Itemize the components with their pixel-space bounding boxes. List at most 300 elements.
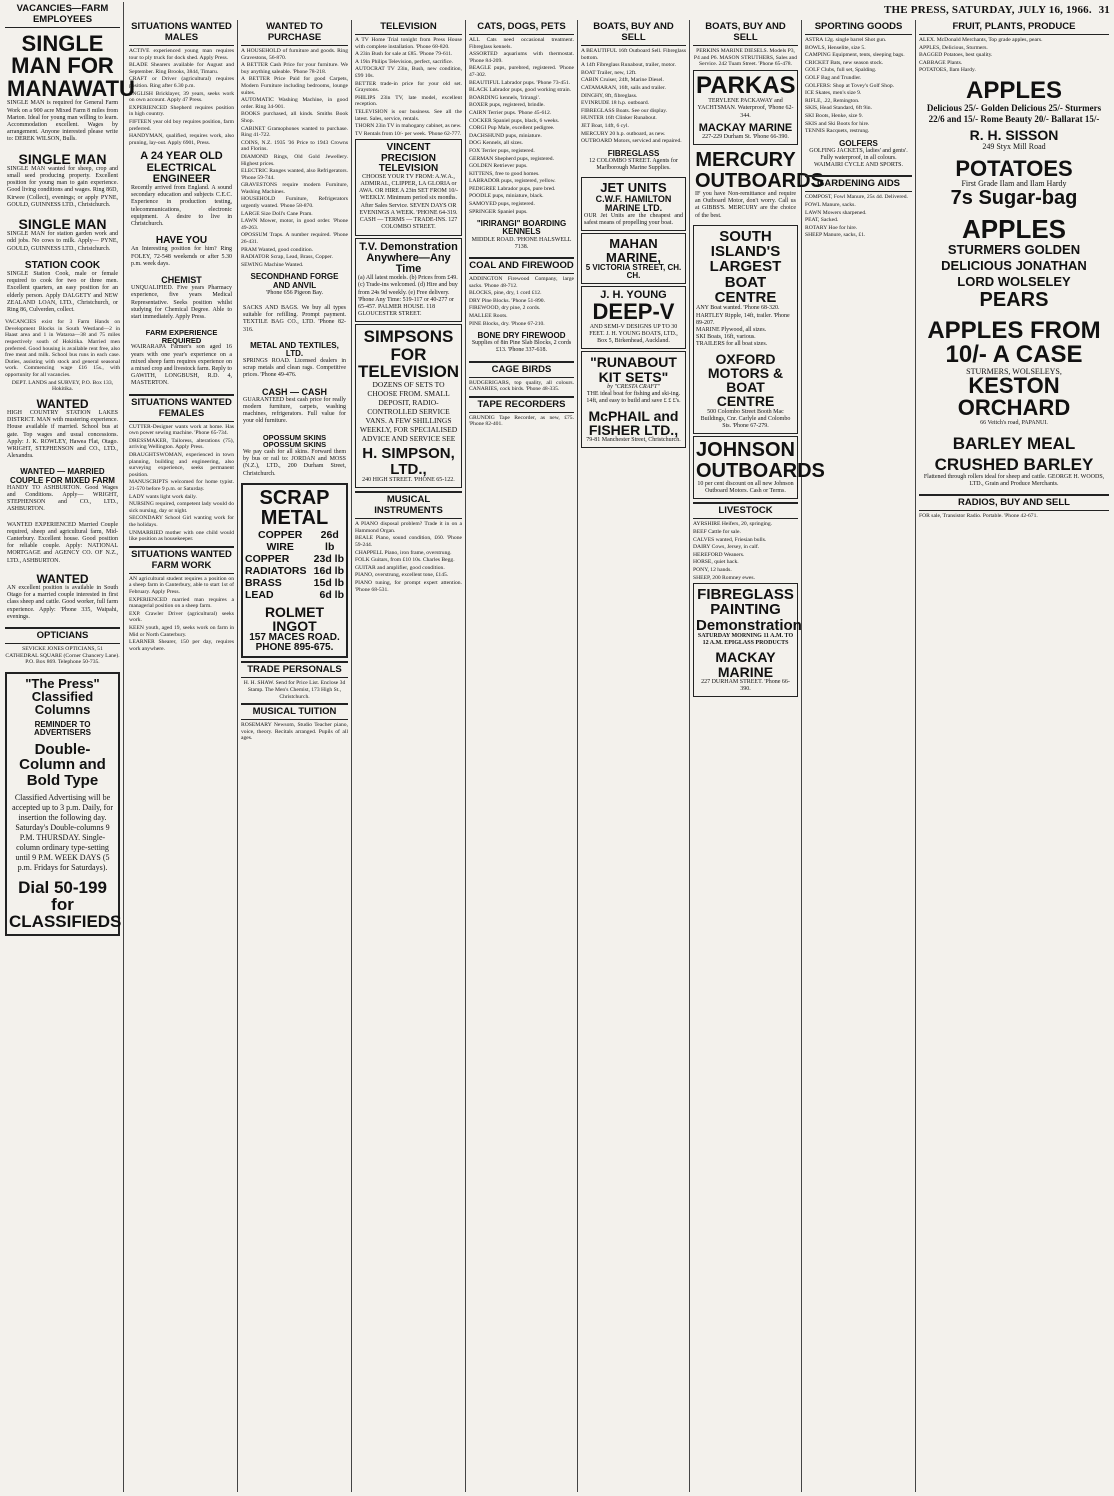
classified-ad: UNMARRIED mother with one child would like position as housekeeper. <box>129 529 234 543</box>
classified-reminder-box <box>5 672 120 936</box>
classified-ad: A BEAUTIFUL 16ft Outboard Sell. Fibreglass bottom. <box>581 48 686 61</box>
classified-ad: TELEVISION is our business. See all the latest. Sales, service, rentals. <box>355 108 462 122</box>
ad-box <box>129 233 234 271</box>
classified-ad: CABIN Cruiser, 24ft, Marine Diesel. <box>581 77 664 84</box>
classified-ad: ROTARY Hoe for hire. <box>805 224 858 231</box>
ad-text: 'Phone 656 Pigeon Bay. <box>265 289 324 296</box>
ad-title: APPLES FROM 10/- A CASE <box>927 316 1101 369</box>
company-phone: PHONE 895-675. <box>255 642 334 654</box>
metal-price: 26d lb <box>320 528 339 553</box>
company-name: OXFORD MOTORS & BOAT CENTRE <box>707 350 784 410</box>
ad-text: SINGLE Station Cook, male or female required to cook for two or three men. Excellent quarters, an easy position for an elderly person. Apply DALGETY and NEW ZEALAND LOAN, LTD., Christchurch, or Ring 86, Culverden, collect. <box>7 271 118 314</box>
company-address: 249 Styx Mill Road <box>982 141 1046 151</box>
ad-title: SIMPSONS FOR TELEVISION <box>358 327 460 382</box>
section-header: TRADE PERSONALS <box>241 661 348 678</box>
ad-box <box>5 149 120 212</box>
classified-ad: EXPERIENCED Shepherd requires position in high country. <box>129 104 234 118</box>
metal-name: RADIATORS <box>245 564 307 577</box>
ad-text: WANTED EXPERIENCED Married Couple required, sheep and agricultural farm, Mid-Canterbury. Excellent house. Good position for reliable couple. Apply: NATIONAL MORTGAGE and AGENCY CO. OF N.Z., LTD., ASHBURTON. <box>7 521 118 564</box>
ad-heading: 7s Sugar-bag <box>950 186 1078 209</box>
classified-ad: DEPT. LANDS and SURVEY, P.O. Box 133, Hokitika. <box>11 379 114 393</box>
ad-title: SINGLE MAN <box>18 150 107 167</box>
company-name: R. H. SISSON <box>969 127 1059 144</box>
ad-box <box>693 436 825 499</box>
column-situations-wanted <box>126 20 238 1492</box>
ad-box <box>919 213 1109 314</box>
company-name: C.W.F. HAMILTON MARINE LTD. <box>595 193 672 213</box>
column-wanted-to-purchase <box>238 20 352 1492</box>
section-header: CATS, DOGS, PETS <box>469 20 574 35</box>
section-header: FRUIT, PLANTS, PRODUCE <box>919 20 1109 35</box>
classified-ad: BEALE Piano, sound condition, £60. 'Phone 59-244. <box>355 535 462 548</box>
ad-title: CASH — CASH <box>261 386 327 397</box>
classified-ad: KEEN youth, aged 19, seeks work on farm in Mid or North Canterbury. <box>129 624 234 638</box>
classified-ad: OUTBOARD Motors, serviced and repaired. <box>581 138 682 145</box>
ad-text: HANDY TO ASHBURTON. Good Wages and Conditions. Apply— WRIGHT, STEPHENSON and CO., LTD., ASHBURTON. <box>7 484 118 513</box>
classified-ad: A BETTER Price Paid for good Carpets, Modern Furniture including bedrooms, lounge suites. <box>241 76 348 96</box>
classified-ad: CUTTER-Designer wants work at home. Has own power sewing machine. 'Phone 65-734. <box>129 423 234 437</box>
company-address: 500 Colombo Street Booth Mac Buildings, Cnr. Carlyle and Colombo Sts. 'Phone 67-279. <box>700 408 791 430</box>
page-number: 31 <box>1098 4 1110 16</box>
masthead-date: THE PRESS, SATURDAY, JULY 16, 1966. <box>884 4 1092 16</box>
ad-text: TRAILERS for all boat sizes. <box>696 341 768 348</box>
classified-ad: SHEEP, 200 Romney ewes. <box>693 574 755 581</box>
classified-ad: HEREFORD Weaners. <box>693 551 745 558</box>
classified-ad: FIREWOOD, dry pine, 2 cords. <box>469 305 541 312</box>
ad-title: T.V. Demonstration Anywhere—Any Time <box>359 240 458 275</box>
classified-ad: GUITAR and amplifier, good condition. <box>355 564 445 571</box>
ad-text: Supplies of 8in Pine Slab Blocks, 2 cords £13. 'Phone 337-618. <box>471 340 572 354</box>
masthead <box>884 4 1110 18</box>
classified-ad: THORN 23in TV in mahogany cabinet, as new. <box>355 123 462 130</box>
ad-box <box>919 76 1109 153</box>
ad-title: FIBREGLASS PAINTING Demonstration <box>696 586 802 634</box>
section-header: RADIOS, BUY AND SELL <box>919 494 1109 511</box>
ad-text: Classified Advertising will be accepted up to 3 p.m. Daily, for insertion the following day. Saturday's Double-columns 9 P.M. THURSDAY. Single-column ordinary type-setting until 9 P.M. WEEK DAYS (5 p.m. Fridays for Saturdays). <box>11 792 113 872</box>
classified-ad: AUTOMATIC Washing Machine, in good order. Ring 34-901. <box>241 97 348 110</box>
classified-ad: DINGHY, 8ft, fibreglass. <box>581 92 638 99</box>
ad-heading: CRUSHED BARLEY <box>934 455 1094 475</box>
classified-ad: ACTIVE experienced young man requires tour to ply truck for dock shed. Apply Press. <box>129 48 234 61</box>
ad-text: SACKS AND BAGS. We buy all types suitable for refilling. Prompt payment. TEXTILE BAG CO., LTD. 'Phone 82-316. <box>243 304 346 333</box>
classified-ad: FOR sale, Transistor Radio. Portable. 'Phone 42-671. <box>919 513 1038 520</box>
company-address: 227 DURHAM STREET. 'Phone 66-390. <box>701 679 790 693</box>
ad-text: 12 COLOMBO STREET. Agents for Marlborough Marine Supplies. <box>589 157 678 172</box>
company-address: 240 HIGH STREET. 'PHONE 65-122. <box>362 476 455 483</box>
ad-box <box>693 225 798 434</box>
classified-ad: ALL Cats need occasional treatment. Fibreglass kennels. <box>469 37 574 50</box>
column-vacancies <box>2 2 135 1492</box>
metal-name: COPPER WIRE <box>258 528 303 553</box>
classified-ad: NURSING required, competent lady would do sick nursing, day or night. <box>129 501 234 514</box>
classified-ad: BOARDING kennels, 'Irirangi'. <box>469 94 540 101</box>
ad-text: SINGLE MAN wanted for sheep, crop and small seed producing property. Excellent position for young man to gain experience. Good living conditions and wages. Ring 86D, Kirwee (Collect), evenings; or apply PYNE, GOULD, GUINNESS LTD., Christchurch. <box>7 165 118 208</box>
classified-ad: AN agricultural student requires a position on a sheep farm in Canterbury, able to start 1st of February. Apply Press. <box>129 575 234 595</box>
classified-ad: DAIRY Cows, Jersey, in calf. <box>693 544 760 551</box>
classified-ad: SHEEP Manure, sacks, £1. <box>805 232 866 239</box>
metal-price: 15d lb <box>313 576 344 589</box>
ad-subtitle: by "CRESTA CRAFT" <box>607 383 660 390</box>
price-row <box>245 577 344 589</box>
ad-box <box>129 148 234 231</box>
classified-ad: ALEX. McDonald Merchants, Top grade apples, pears. <box>919 37 1043 43</box>
ad-box <box>581 177 686 231</box>
ad-box <box>5 258 120 317</box>
classified-ad: CRICKET Bats, new season stock. <box>805 59 884 66</box>
ad-box <box>129 273 234 324</box>
ad-text: SATURDAY MORNING 11 A.M. TO 12 A.M. EPIGLASS PRODUCTS <box>697 633 794 647</box>
classified-ad: FIBREGLASS Boats. See our display. <box>581 107 668 114</box>
ad-box <box>241 385 348 429</box>
classified-ad: A BETTER Cash Price for your furniture. We buy anything saleable. 'Phone 78-218. <box>241 62 348 75</box>
classified-ad: BOXER pups, registered, brindle. <box>469 102 545 109</box>
classified-ad: GOLF Clubs, full set, Spalding. <box>805 67 877 74</box>
classified-ad: MANUSCRIPTS welcomed for home typist. 21-570 before 9 p.m. or Saturday. <box>129 479 234 493</box>
classified-ad: OPOSSUM Traps. A number required. 'Phone 26-431. <box>241 232 348 246</box>
ad-text: GOLFING JACKETS, ladies' and gents'. Fully waterproof, in all colours. WAIMAIRI CYCLE AND SPORTS. <box>809 147 908 169</box>
classified-ad: ICE Skates, men's size 9. <box>805 90 862 97</box>
classified-ad: BUDGERIGARS, top quality, all colours. CANARIES, cock birds. 'Phone 48-335. <box>469 379 574 393</box>
classified-ad: ASTRA 12g. single barrel Shot gun. <box>805 37 887 43</box>
ad-title: METAL AND TEXTILES, LTD. <box>250 340 339 358</box>
ad-title: "The Press" Classified Columns <box>25 675 100 718</box>
ad-box <box>805 137 912 173</box>
ad-text: HIGH COUNTRY STATION LAKES DISTRICT. MAN with mustering experience. House available if married. School bus at gate. Top wages and usual concessions. Apply: J. K. ROWLEY, Hawea Flat, Otago. WRIGHT, STEPHENSON and CO., LTD., Alexandra. <box>7 410 118 460</box>
ad-title: JET UNITS <box>600 180 667 196</box>
classified-ad: BETTER trade-in price for your old set. Graystons. <box>355 80 462 94</box>
ad-text: WAIRARAPA Farmer's son aged 16 years with one year's experience on a mixed sheep farm requires experience on a mixed crop and livestock farm. Reply to GAWITH, LONGBUSH, R.D. 4, MASTERTON. <box>131 344 232 387</box>
metal-name: BRASS <box>245 576 282 589</box>
ad-box <box>581 286 686 349</box>
ad-text: SPRINGS ROAD. Licensed dealers in scrap metals and clean rags. Competitive prices. 'Phone 49-476. <box>243 358 346 379</box>
ad-box <box>581 147 686 176</box>
ad-text: MARINE Plywood, all sizes. <box>696 326 767 333</box>
ad-title: "RUNABOUT KIT SETS" <box>590 354 677 385</box>
ad-text: Flattened through rollers ideal for sheep and cattle. GEORGE H. WOODS, LTD., Grain and Produce Merchants. <box>923 473 1105 487</box>
classified-ad: SAMOYED pups, registered. <box>469 201 535 208</box>
ad-box <box>241 431 348 481</box>
classified-ad: APPLES, Delicious, Sturmers. <box>919 44 988 51</box>
classified-ad: DRAUGHTSWOMAN, experienced in town planning, building and engineering, also surveying experience, seeks permanent position. <box>129 452 234 478</box>
classified-ad: PERKINS MARINE DIESELS. Models P3, P4 and P6. MASON STRUTHERS, Sales and Service. 242 Tuam Street. 'Phone 65-478. <box>693 48 798 68</box>
price-row <box>245 553 344 565</box>
classified-ad: HOUSEHOLD Furniture, Refrigerators urgently wanted. 'Phone 58-870. <box>241 196 348 210</box>
ad-text: STURMERS, WOLSELEYS, <box>966 366 1062 376</box>
classified-ad: COMPOST, Fowl Manure, 25s 4d. Delivered. <box>805 194 908 201</box>
classified-ad: AYRSHIRE Heifers, 20, springing. <box>693 521 773 528</box>
ad-box <box>241 270 348 300</box>
ad-text: THE ideal boat for fishing and ski-ing. 14ft, and easy to build and save £ £ £'s. <box>586 391 681 405</box>
section-header: MUSICAL INSTRUMENTS <box>355 491 462 519</box>
classified-ad: CAIRN Terrier pups. 'Phone 45-612. <box>469 109 552 116</box>
ad-box <box>919 316 1109 430</box>
classified-ad: LARGE Size Doll's Cane Pram. <box>241 210 313 217</box>
ad-title: APPLES <box>961 213 1067 244</box>
classified-ad: A PIANO disposal problem? Trade it in on a Hammond Organ. <box>355 521 462 534</box>
ad-box <box>469 217 574 254</box>
classified-ad: ELECTRIC Ranges wanted, also Refrigerators. 'Phone 59-744. <box>241 168 348 181</box>
classified-ad: CAMPING Equipment, tents, sleeping bags. <box>805 52 905 59</box>
ad-title: SECONDHAND FORGE AND ANVIL <box>250 272 339 290</box>
company-name: KESTON ORCHARD <box>957 372 1071 421</box>
classified-ad: A HOUSEHOLD of furniture and goods. Ring Gravestons, 56-870. <box>241 48 348 61</box>
classified-ad: FOLK Guitars, from £10 10s. Charles Begg. <box>355 557 455 564</box>
section-header: WANTED TO PURCHASE <box>241 20 348 46</box>
classified-ad: COINS, N.Z. 1935 '36 Price to 1943 Crowns and Florins. <box>241 139 348 153</box>
classified-ad: HANDYMAN, qualified, requires work, also pruning, lay-out. Apply 6901, Press. <box>129 133 234 146</box>
classified-ad: GOLF Bag and Trundler. <box>805 74 862 81</box>
classified-ad: BEAUTIFUL Labrador pups. 'Phone 73-451. <box>469 79 571 86</box>
classified-ad: DRY Pine Blocks. 'Phone 51-890. <box>469 297 546 304</box>
classified-ad: BLOCKS, pine, dry, 1 cord £12. <box>469 290 542 297</box>
classified-ad: A 23in Bush for sale at £85. 'Phone 79-611. <box>355 51 453 58</box>
scrap-metal-ad <box>241 483 348 659</box>
ad-title: MERCURY OUTBOARDS <box>695 149 824 192</box>
classified-ad: BEAGLE pups, purebred, registered. 'Phone 47-302. <box>469 65 574 78</box>
section-header: VACANCIES—FARM EMPLOYEES <box>5 2 120 28</box>
column-sporting-goods <box>802 20 916 1492</box>
ad-box <box>355 139 462 235</box>
ad-title: SCRAP METAL <box>259 486 330 530</box>
classified-ad: RIFLE, .22, Remington. <box>805 97 860 104</box>
ad-title: J. H. YOUNG <box>600 289 667 302</box>
classified-ad: SECONDARY School Girl wanting work for the holidays. <box>129 515 234 528</box>
classified-ad: DRESSMAKER, Tailoress, alterations (75), arriving Wellington. Apply Press. <box>129 437 234 451</box>
column-boats-1 <box>578 20 690 1492</box>
classified-ad: VACANCIES exist for 3 Farm Hands on Development Blocks in South Westland—2 in Haast area and 1 in Wataroa—38 and 75 miles respectively south of Hokitika. Married men preferred. Good housing is available rent free, also free meat and milk. School bus runs in each case. Duties, assisting with stock and general seasonal work. Commencing wage £16 15s., with opportunity for all vacancies. <box>5 319 120 379</box>
price-row <box>245 529 344 553</box>
classified-ad: EVINRUDE 18 h.p. outboard. <box>581 100 650 107</box>
ad-text: TERYLENE PACKAWAY and YACHTSMAN. Waterproof, 'Phone 62-344. <box>697 98 794 119</box>
ad-text: AND SEMI-V DESIGNS UP TO 30 FEET. J. H. YOUNG BOATS, LTD., Box 5, Birkenhead, Auckland. <box>589 323 678 345</box>
classified-ad: MALLEE Roots. <box>469 312 508 319</box>
metal-name: LEAD <box>245 588 274 601</box>
ad-text: GUARANTEED best cash price for really modern furniture, carpets, washing machines, refrigerators. Full value for your old furniture. <box>243 396 346 425</box>
classified-ad: GERMAN Shepherd pups, registered. <box>469 155 554 162</box>
classified-ad: LAWN Mower, motor, in good order. 'Phone 49-263. <box>241 218 348 231</box>
ad-box <box>581 351 686 448</box>
classified-ad: BOAT Trailer, new, 12ft. <box>581 69 637 76</box>
ad-box <box>5 395 120 464</box>
ad-box <box>5 214 120 256</box>
classified-ad: H. H. SHAW. Send for Price List. Enclose 3d Stamp. The Men's Chemist, 173 High St., Christchurch. <box>243 680 346 700</box>
ad-title: SOUTH ISLAND'S LARGEST BOAT CENTRE <box>709 227 782 307</box>
ad-box <box>693 70 798 146</box>
section-header: LIVESTOCK <box>693 502 798 519</box>
classified-ad: LABRADOR pups, registered, yellow. <box>469 178 556 185</box>
classified-ad: SKIS and Ski Boots for hire. <box>805 120 870 127</box>
classified-ad: KITTENS, free to good homes. <box>469 170 540 177</box>
classified-ad: CORGI Pup Male, excellent pedigree. <box>469 125 555 132</box>
section-header: MUSICAL TUITION <box>241 703 348 720</box>
section-header: GARDENING AIDS <box>805 175 912 192</box>
classified-ad: A TV Home Trial tonight from Press House with complete installation. 'Phone 68-820. <box>355 37 462 50</box>
section-header: COAL AND FIREWOOD <box>469 257 574 274</box>
column-pets <box>466 20 578 1492</box>
classified-ad: A 14ft Fibreglass Runabout, trailer, motor. <box>581 62 676 69</box>
classified-ad: COCKER Spaniel pups, black, 6 weeks. <box>469 117 560 124</box>
classified-ad: CALVES wanted, Friesian bulls. <box>693 536 767 543</box>
ad-box <box>5 519 120 568</box>
ad-text: Delicious 25/- Golden Delicious 25/- Sturmers 22/6 and 15/- Rome Beauty 20/- Ballarat 15/- <box>926 103 1102 125</box>
ad-title: SINGLE MAN FOR MANAWATU <box>7 31 135 101</box>
company-address: 66 Veitch's road, PAPANUI. <box>980 419 1048 426</box>
ad-title: WANTED <box>36 571 89 586</box>
classified-ad: PHILIPS 23in TV, late model, excellent reception. <box>355 94 462 108</box>
ad-box <box>241 339 348 383</box>
ad-text: ANY Boat wanted. 'Phone 68-320. <box>696 305 780 312</box>
company-name: MACKAY MARINE <box>715 649 776 680</box>
classified-ad: JET Boat, 14ft, 6 cyl. <box>581 122 629 129</box>
classified-ad: CRAFT or Driver (agricultural) requires position. Ring after 6.30 p.m. <box>129 76 234 89</box>
ad-title: WANTED <box>36 396 89 411</box>
ad-box <box>581 233 686 284</box>
company-name: H. SIMPSON, LTD., <box>362 445 455 478</box>
classified-ad: GRAVESTONS require modern Furniture, Washing Machines. <box>241 182 348 195</box>
ad-title: HAVE YOU <box>155 235 208 247</box>
classified-ad: BLACK Labrador pups, good working strain. <box>469 87 572 94</box>
ad-text: CHOOSE YOUR TV FROM: A.W.A., ADMIRAL, CLIPPER, LA GLORIA or AWA. OR HIRE A 23in SET FROM 10/- WEEKLY. Minimum period six months. After Sales Service. SEVEN DAYS OR EVENINGS A WEEK. 'PHONE 64-319. CASH — TERMS — TRADE-INS. 127 COLOMBO STREET. <box>358 173 459 231</box>
classified-ad: ADDINGTON Firewood Company, large sacks. 'Phone 48-712. <box>469 275 574 289</box>
ad-text: OUR Jet Units are the cheapest and safest means of propelling your boat. <box>584 212 683 227</box>
metal-price: 23d lb <box>313 552 344 565</box>
ad-box <box>355 238 462 323</box>
ad-text: SINGLE MAN for station garden work and odd jobs. No cows to milk. Apply— PYNE, GOULD, GUINNESS LTD., Christchurch. <box>7 231 118 252</box>
section-header: SITUATIONS WANTED FEMALES <box>129 394 234 422</box>
ad-title: A 24 YEAR OLD ELECTRICAL ENGINEER <box>140 150 223 185</box>
company-address: 227-229 Durham St. 'Phone 66-390. <box>702 134 789 141</box>
classified-ad: CABINET Gramophones wanted to purchase. Ring 41-722. <box>241 125 348 139</box>
company-name: MACKAY MARINE <box>698 121 793 134</box>
classified-ad: ASSORTED aquariums with thermostat. 'Phone 84-209. <box>469 51 574 64</box>
classified-ad: SKI Boots, Henke, size 9. <box>805 112 863 119</box>
price-row <box>245 589 344 601</box>
classified-ad: SEVICKE JONES OPTICIANS, 51 CATHEDRAL SQUARE (Corner Chancery Lane). P.O. Box 869. Telephone 50-735. <box>5 646 120 666</box>
ad-box <box>241 302 348 337</box>
classified-ad: GRUNDIG Tape Recorder, as new, £75. 'Phone 82-401. <box>469 414 574 428</box>
section-header: SITUATIONS WANTED FARM WORK <box>129 546 234 574</box>
ad-text: IF you have Non-remittance and require an Outboard Motor, don't worry. Call us at GIBBS'S. MERCURY are the choice of the best. <box>695 191 796 219</box>
ad-box <box>919 432 1109 491</box>
ad-title: OPOSSUM SKINS OPOSSUM SKINS <box>262 432 327 450</box>
ad-text: SKI Boats, 16ft, various. <box>696 334 756 341</box>
classified-ad: PEAT, Sacked. <box>805 217 839 224</box>
classified-ad: GOLFERS: Shop at Tovey's Golf Shop. <box>805 82 895 89</box>
ad-title: WANTED — MARRIED COUPLE FOR MIXED FARM <box>10 467 115 485</box>
ad-text: (a) All latest models. (b) Prices from £49. (c) Trade-ins welcomed. (d) Hire and buy from 24s 9d weekly. (e) Free delivery. 'Phone Any Time: 519-117 or 40-277 or 65-457. PALMER HOUSE. 118 GLOUCESTER STREET. <box>358 275 458 318</box>
ad-title: PARKAS <box>696 71 796 99</box>
ad-text: HARTLEY Ripple, 14ft, trailer. 'Phone 89-207. <box>696 312 790 326</box>
classified-ad: CATAMARAN, 16ft, sails and trailer. <box>581 84 666 91</box>
metal-price: 16d lb <box>313 564 344 577</box>
ad-title: GOLFERS <box>839 138 878 148</box>
ad-text: An Interesting position for him? Ring FOLEY, 72-548 weekends or after 5.30 p.m. week days. <box>131 246 232 267</box>
section-header: BOATS, BUY AND SELL <box>581 20 686 46</box>
section-header: CAGE BIRDS <box>469 361 574 378</box>
classified-ad: GOLDEN Retriever pups. <box>469 163 528 170</box>
section-header: TELEVISION <box>355 20 462 35</box>
classified-ad: TV Rentals from 10/- per week. 'Phone 62-777. <box>355 130 462 137</box>
ad-box <box>693 583 802 697</box>
ad-text: Recently arrived from England. A sound secondary education and subjects C.E.C. Experience in production testing, telecommunications, electronic equipment. A desire to live in Christchurch. <box>131 184 232 227</box>
classified-ad: PONY, 12 hands. <box>693 567 732 573</box>
ad-text: AN excellent position is available in South Otago for a married couple interested in first class sheep and cattle. Good worker, full farm experience. Apply: 'Phone 335, Waipahi, evenings. <box>7 585 118 620</box>
column-television <box>352 20 466 1492</box>
ad-text: SINGLE MAN is required for General Farm Work on a 900 acre Mixed Farm 8 miles from Marton. Ideal for young man willing to learn. Accommodation excellent. Wages by arrangement. Anyone interested please write to: DEREK WILSON, Bulls. <box>7 100 118 143</box>
classified-ad: DOG Kennels, all sizes. <box>469 140 523 147</box>
classified-ad: PRAM Wanted, good condition. <box>241 246 314 253</box>
classified-ad: AUTOCRAT TV 23in, Bush, new condition, £99 10s. <box>355 66 462 79</box>
ad-title: STATION COOK <box>24 259 101 271</box>
classified-ad: FIFTEEN year old boy requires position, farm preferred. <box>129 118 234 132</box>
classified-ad: A 19in Philips Television, perfect, sacrifice. <box>355 58 453 65</box>
ad-title: FIBREGLASS <box>607 148 660 158</box>
ad-title: APPLES <box>965 76 1063 104</box>
company-address: 5 VICTORIA STREET, CH. CH. <box>585 262 682 280</box>
classified-ad: EXP. Crawler Driver (agricultural) seeks work. <box>129 610 234 624</box>
classified-ad: DIAMOND Rings, Old Gold Jewellery. Highest prices. <box>241 153 348 167</box>
ad-box <box>693 147 824 223</box>
classified-ad: SEWING Machine Wanted. <box>241 261 304 268</box>
company-address: 79-81 Manchester Street, Christchurch. <box>586 437 681 444</box>
section-header: SITUATIONS WANTED MALES <box>129 20 234 46</box>
company-address: 157 MACES ROAD. <box>249 632 340 644</box>
ad-text: 10 per cent discount on all new Johnson Outboard Motors. Cash or Terms. <box>697 481 794 495</box>
ad-box <box>5 465 120 516</box>
classified-ad: HORSE, quiet hack. <box>693 559 739 566</box>
classified-ad: HUNTER 16ft Clinker Runabout. <box>581 115 657 122</box>
ad-title: JOHNSON OUTBOARDS <box>696 439 825 482</box>
classified-ad: POODLE pups, miniature, black. <box>469 193 544 200</box>
price-row <box>245 565 344 577</box>
ad-title: BARLEY MEAL <box>952 434 1076 454</box>
section-header: OPTICIANS <box>5 627 120 644</box>
ad-title: FARM EXPERIENCE REQUIRED <box>145 328 218 345</box>
ad-title: BONE DRY FIREWOOD <box>477 331 566 341</box>
classified-ad: DACHSHUND pups, miniature. <box>469 132 542 139</box>
classified-ad: LAWN Mowers sharpened. <box>805 209 867 216</box>
section-header: TAPE RECORDERS <box>469 396 574 413</box>
classified-ad: POTATOES, Ilam Hardy. <box>919 67 976 74</box>
classified-ad: BEEF Cattle for sale. <box>693 529 741 536</box>
section-header: BOATS, BUY AND SELL <box>693 20 798 46</box>
ad-title: CHEMIST <box>161 274 202 285</box>
ad-box <box>5 30 135 147</box>
company-name: ROLMET INGOT <box>264 603 325 634</box>
column-fruit-produce <box>916 20 1112 1492</box>
classified-ad: BOOKS purchased, all kinds. Smiths Book Shop. <box>241 111 348 124</box>
ad-box <box>919 155 1109 211</box>
classified-ad: PEDIGREE Labrador pups, pure bred. <box>469 185 556 192</box>
ad-title: MAHAN MARINE, <box>606 236 661 265</box>
ad-box <box>469 329 574 358</box>
classified-ad: ENGLISH Bricklayer, 39 years, seeks work on own account. Apply 47 Press. <box>129 90 234 104</box>
section-header: SPORTING GOODS <box>805 20 912 35</box>
classified-ad: LADY wants light work daily. <box>129 493 197 500</box>
ad-subtitle: REMINDER TO ADVERTISERS <box>34 719 91 737</box>
classified-ad: SPRINGER Spaniel pups. <box>469 208 528 215</box>
metal-name: COPPER <box>245 552 290 565</box>
classified-ad: MERCURY 20 h.p. outboard, as new. <box>581 130 666 137</box>
classified-ad: BLADE Shearers available for August and September. Ring Brooks, 3844, Timaru. <box>129 62 234 75</box>
company-name: McPHAIL and FISHER LTD., <box>588 407 679 438</box>
ad-box <box>355 324 462 488</box>
classified-ad: FOWL Manure, sacks. <box>805 202 856 209</box>
ad-heading: DEEP-V <box>592 299 675 325</box>
ad-text: MIDDLE ROAD. 'PHONE HALSWELL 7138. <box>471 236 572 250</box>
classified-ad: TENNIS Racquets, restrung. <box>805 128 870 135</box>
classified-ad: CHAPPELL Piano, iron frame, overstrung. <box>355 549 452 556</box>
